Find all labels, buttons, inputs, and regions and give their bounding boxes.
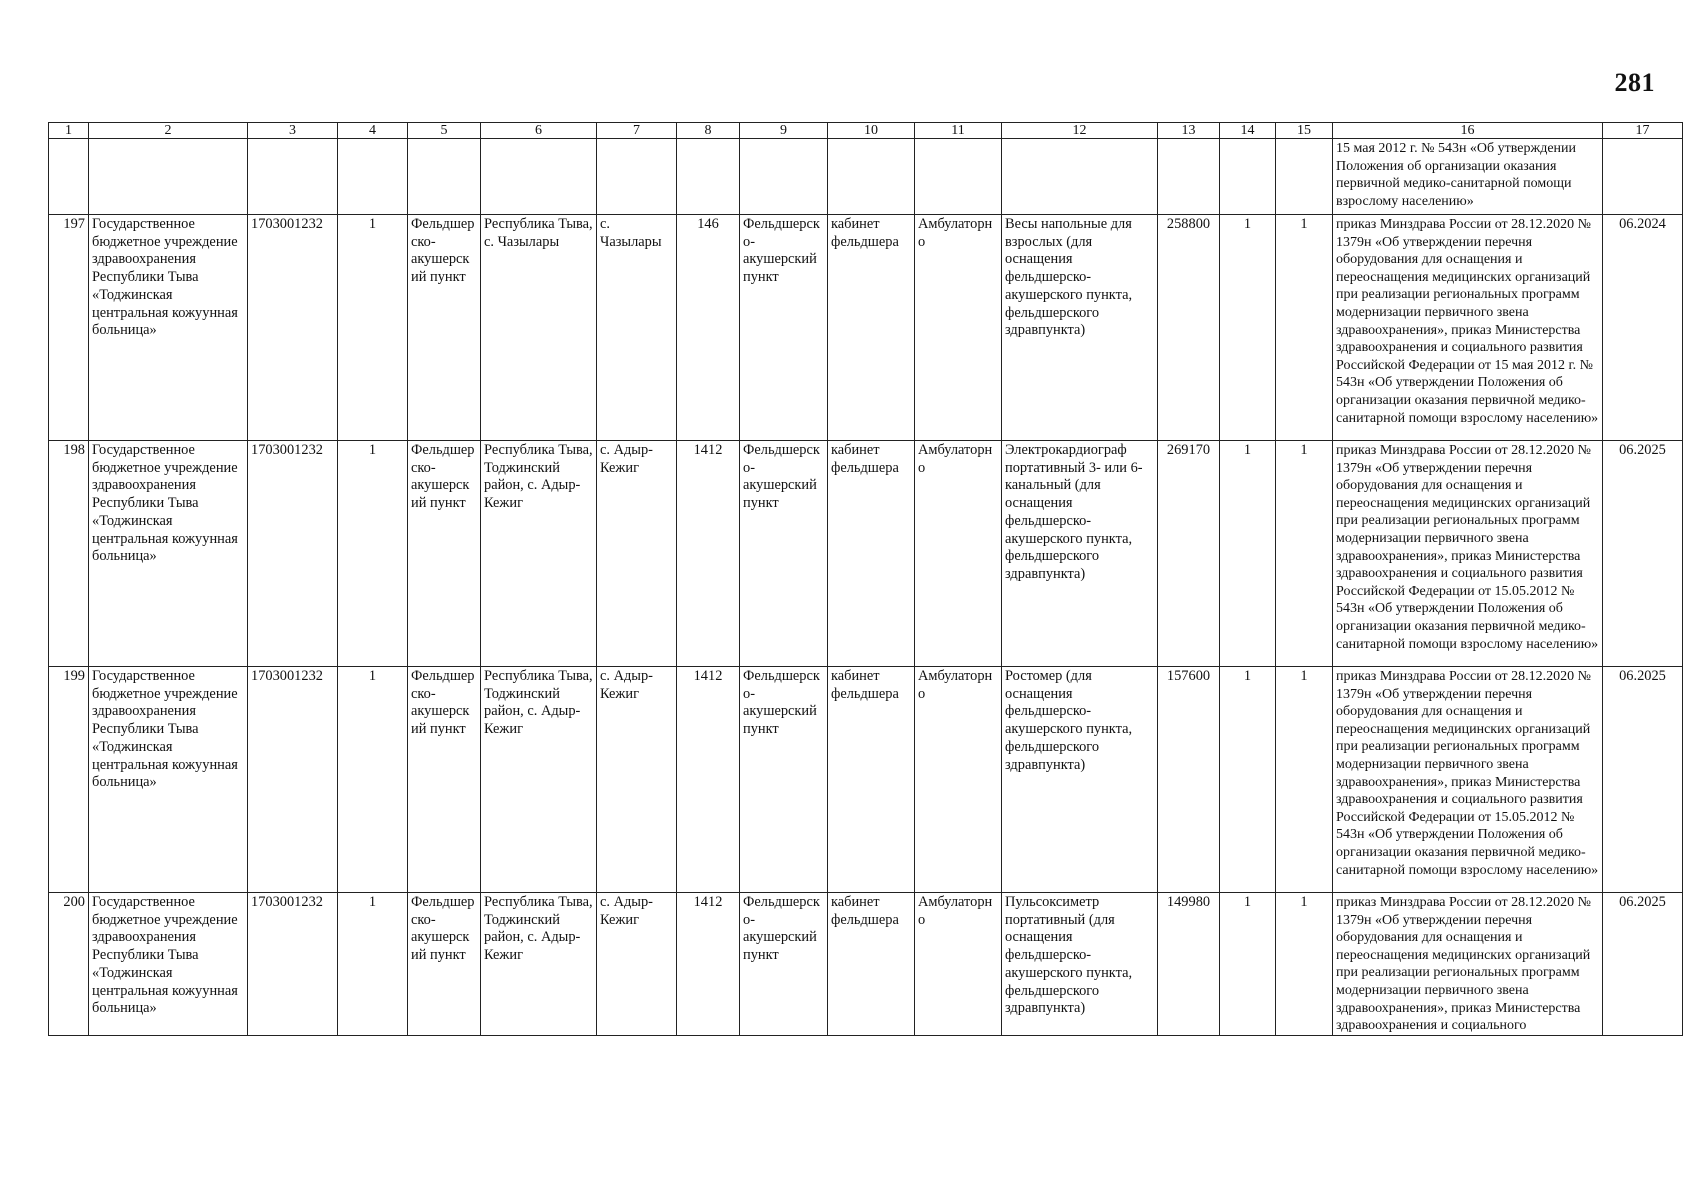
date-cell: 06.2025 <box>1603 441 1683 667</box>
column-4-cell: 1 <box>338 667 408 893</box>
room-cell: кабинет фельдшера <box>828 667 915 893</box>
date-cell: 06.2025 <box>1603 893 1683 1036</box>
table-row <box>49 215 1683 441</box>
column-number: 12 <box>1002 123 1158 139</box>
unit-type-cell: Фельдшерско-акушерский пункт <box>408 667 481 893</box>
locality-cell: с. Адыр-Кежиг <box>597 667 677 893</box>
organization-cell: Государственное бюджетное учреждение здравоохранения Республики Тыва «Тоджинская центральная кожуунная больница» <box>89 893 248 1036</box>
inn-cell: 1703001232 <box>248 893 338 1036</box>
column-number: 11 <box>915 123 1002 139</box>
price-cell: 157600 <box>1158 667 1220 893</box>
mode-cell: Амбулаторно <box>915 441 1002 667</box>
equipment-cell: Ростомер (для оснащения фельдшерско-акушерского пункта, фельдшерского здравпункта) <box>1002 667 1158 893</box>
column-15-cell: 1 <box>1276 893 1333 1036</box>
column-4-cell: 1 <box>338 893 408 1036</box>
column-number: 1 <box>49 123 89 139</box>
page-number: 281 <box>1614 68 1655 97</box>
column-number: 6 <box>481 123 597 139</box>
locality-cell: с. Адыр-Кежиг <box>597 441 677 667</box>
column-number: 2 <box>89 123 248 139</box>
column-number: 10 <box>828 123 915 139</box>
room-cell: кабинет фельдшера <box>828 441 915 667</box>
row-number-cell: 199 <box>49 667 89 893</box>
address-cell: Республика Тыва, Тоджинский район, с. Адыр-Кежиг <box>481 893 597 1036</box>
column-14-cell: 1 <box>1220 667 1276 893</box>
address-cell: Республика Тыва, Тоджинский район, с. Адыр-Кежиг <box>481 667 597 893</box>
basis-cell: приказ Минздрава России от 28.12.2020 № 1379н «Об утверждении перечня оборудования для оснащения и переоснащения медицинских организаций при реализации региональных программ модернизации первичного звена здравоохранения», приказ Министерства здравоохранения и социального развития Российской Федерации от 15.05.2012 № 543н «Об утверждении Положения об организации оказания первичной медико-санитарной помощи взрослому населению» <box>1333 667 1603 893</box>
room-cell: кабинет фельдшера <box>828 893 915 1036</box>
locality-cell: с. Адыр-Кежиг <box>597 893 677 1036</box>
inn-cell: 1703001232 <box>248 215 338 441</box>
column-8-cell: 1412 <box>677 667 740 893</box>
column-number: 3 <box>248 123 338 139</box>
table-row <box>49 667 1683 893</box>
column-8-cell: 1412 <box>677 893 740 1036</box>
price-cell: 258800 <box>1158 215 1220 441</box>
column-14-cell: 1 <box>1220 441 1276 667</box>
column-number: 14 <box>1220 123 1276 139</box>
equipment-cell: Пульсоксиметр портативный (для оснащения фельдшерско-акушерского пункта, фельдшерского здравпункта) <box>1002 893 1158 1036</box>
equipment-cell: Весы напольные для взрослых (для оснащения фельдшерско-акушерского пункта, фельдшерского здравпункта) <box>1002 215 1158 441</box>
date-cell: 06.2024 <box>1603 215 1683 441</box>
unit-type-cell: Фельдшерско-акушерский пункт <box>408 893 481 1036</box>
column-number: 13 <box>1158 123 1220 139</box>
mode-cell: Амбулаторно <box>915 893 1002 1036</box>
column-number: 15 <box>1276 123 1333 139</box>
basis-cell: приказ Минздрава России от 28.12.2020 № 1379н «Об утверждении перечня оборудования для оснащения и переоснащения медицинских организаций при реализации региональных программ модернизации первичного звена здравоохранения», приказ Министерства здравоохранения и социального развития Российской Федерации от 15.05.2012 № 543н «Об утверждении Положения об организации оказания первичной медико-санитарной помощи взрослому населению» <box>1333 441 1603 667</box>
row-number-cell: 197 <box>49 215 89 441</box>
row-number-cell: 200 <box>49 893 89 1036</box>
organization-cell: Государственное бюджетное учреждение здравоохранения Республики Тыва «Тоджинская центральная кожуунная больница» <box>89 215 248 441</box>
column-number: 4 <box>338 123 408 139</box>
column-number: 9 <box>740 123 828 139</box>
continuation-row <box>49 139 1683 215</box>
mode-cell: Амбулаторно <box>915 667 1002 893</box>
column-14-cell: 1 <box>1220 893 1276 1036</box>
column-number: 17 <box>1603 123 1683 139</box>
basis-cell: приказ Минздрава России от 28.12.2020 № 1379н «Об утверждении перечня оборудования для оснащения и переоснащения медицинских организаций при реализации региональных программ модернизации первичного звена здравоохранения», приказ Министерства здравоохранения и социального развития Российской Федерации от 15 мая 2012 г. № 543н «Об утверждении Положения об организации оказания первичной медико-санитарной помощи взрослому населению» <box>1333 215 1603 441</box>
address-cell: Республика Тыва, Тоджинский район, с. Адыр-Кежиг <box>481 441 597 667</box>
column-number: 8 <box>677 123 740 139</box>
column-number: 16 <box>1333 123 1603 139</box>
inn-cell: 1703001232 <box>248 667 338 893</box>
locality-cell: с. Чазылары <box>597 215 677 441</box>
room-cell: кабинет фельдшера <box>828 215 915 441</box>
basis-cell: 15 мая 2012 г. № 543н «Об утверждении Положения об организации оказания первичной медико-санитарной помощи взрослому населению» <box>1333 139 1603 215</box>
table-row <box>49 893 1683 1036</box>
column-8-cell: 146 <box>677 215 740 441</box>
column-4-cell: 1 <box>338 441 408 667</box>
column-15-cell: 1 <box>1276 667 1333 893</box>
unit-cell: Фельдшерско-акушерский пункт <box>740 893 828 1036</box>
column-number: 7 <box>597 123 677 139</box>
row-number-cell: 198 <box>49 441 89 667</box>
equipment-cell: Электрокардиограф портативный 3- или 6-канальный (для оснащения фельдшерско-акушерского пункта, фельдшерского здравпункта) <box>1002 441 1158 667</box>
column-14-cell: 1 <box>1220 215 1276 441</box>
price-cell: 269170 <box>1158 441 1220 667</box>
column-number: 5 <box>408 123 481 139</box>
unit-cell: Фельдшерско-акушерский пункт <box>740 667 828 893</box>
organization-cell: Государственное бюджетное учреждение здравоохранения Республики Тыва «Тоджинская центральная кожуунная больница» <box>89 441 248 667</box>
price-cell: 149980 <box>1158 893 1220 1036</box>
address-cell: Республика Тыва, с. Чазылары <box>481 215 597 441</box>
mode-cell: Амбулаторно <box>915 215 1002 441</box>
unit-type-cell: Фельдшерско-акушерский пункт <box>408 215 481 441</box>
unit-cell: Фельдшерско-акушерский пункт <box>740 215 828 441</box>
unit-cell: Фельдшерско-акушерский пункт <box>740 441 828 667</box>
column-4-cell: 1 <box>338 215 408 441</box>
equipment-register-table <box>48 122 1683 1036</box>
unit-type-cell: Фельдшерско-акушерский пункт <box>408 441 481 667</box>
inn-cell: 1703001232 <box>248 441 338 667</box>
column-15-cell: 1 <box>1276 441 1333 667</box>
column-15-cell: 1 <box>1276 215 1333 441</box>
date-cell: 06.2025 <box>1603 667 1683 893</box>
basis-cell: приказ Минздрава России от 28.12.2020 № 1379н «Об утверждении перечня оборудования для оснащения и переоснащения медицинских организаций при реализации региональных программ модернизации первичного звена здравоохранения», приказ Министерства здравоохранения и социального <box>1333 893 1603 1036</box>
table-row <box>49 441 1683 667</box>
column-8-cell: 1412 <box>677 441 740 667</box>
column-number-row <box>49 123 1683 139</box>
organization-cell: Государственное бюджетное учреждение здравоохранения Республики Тыва «Тоджинская центральная кожуунная больница» <box>89 667 248 893</box>
